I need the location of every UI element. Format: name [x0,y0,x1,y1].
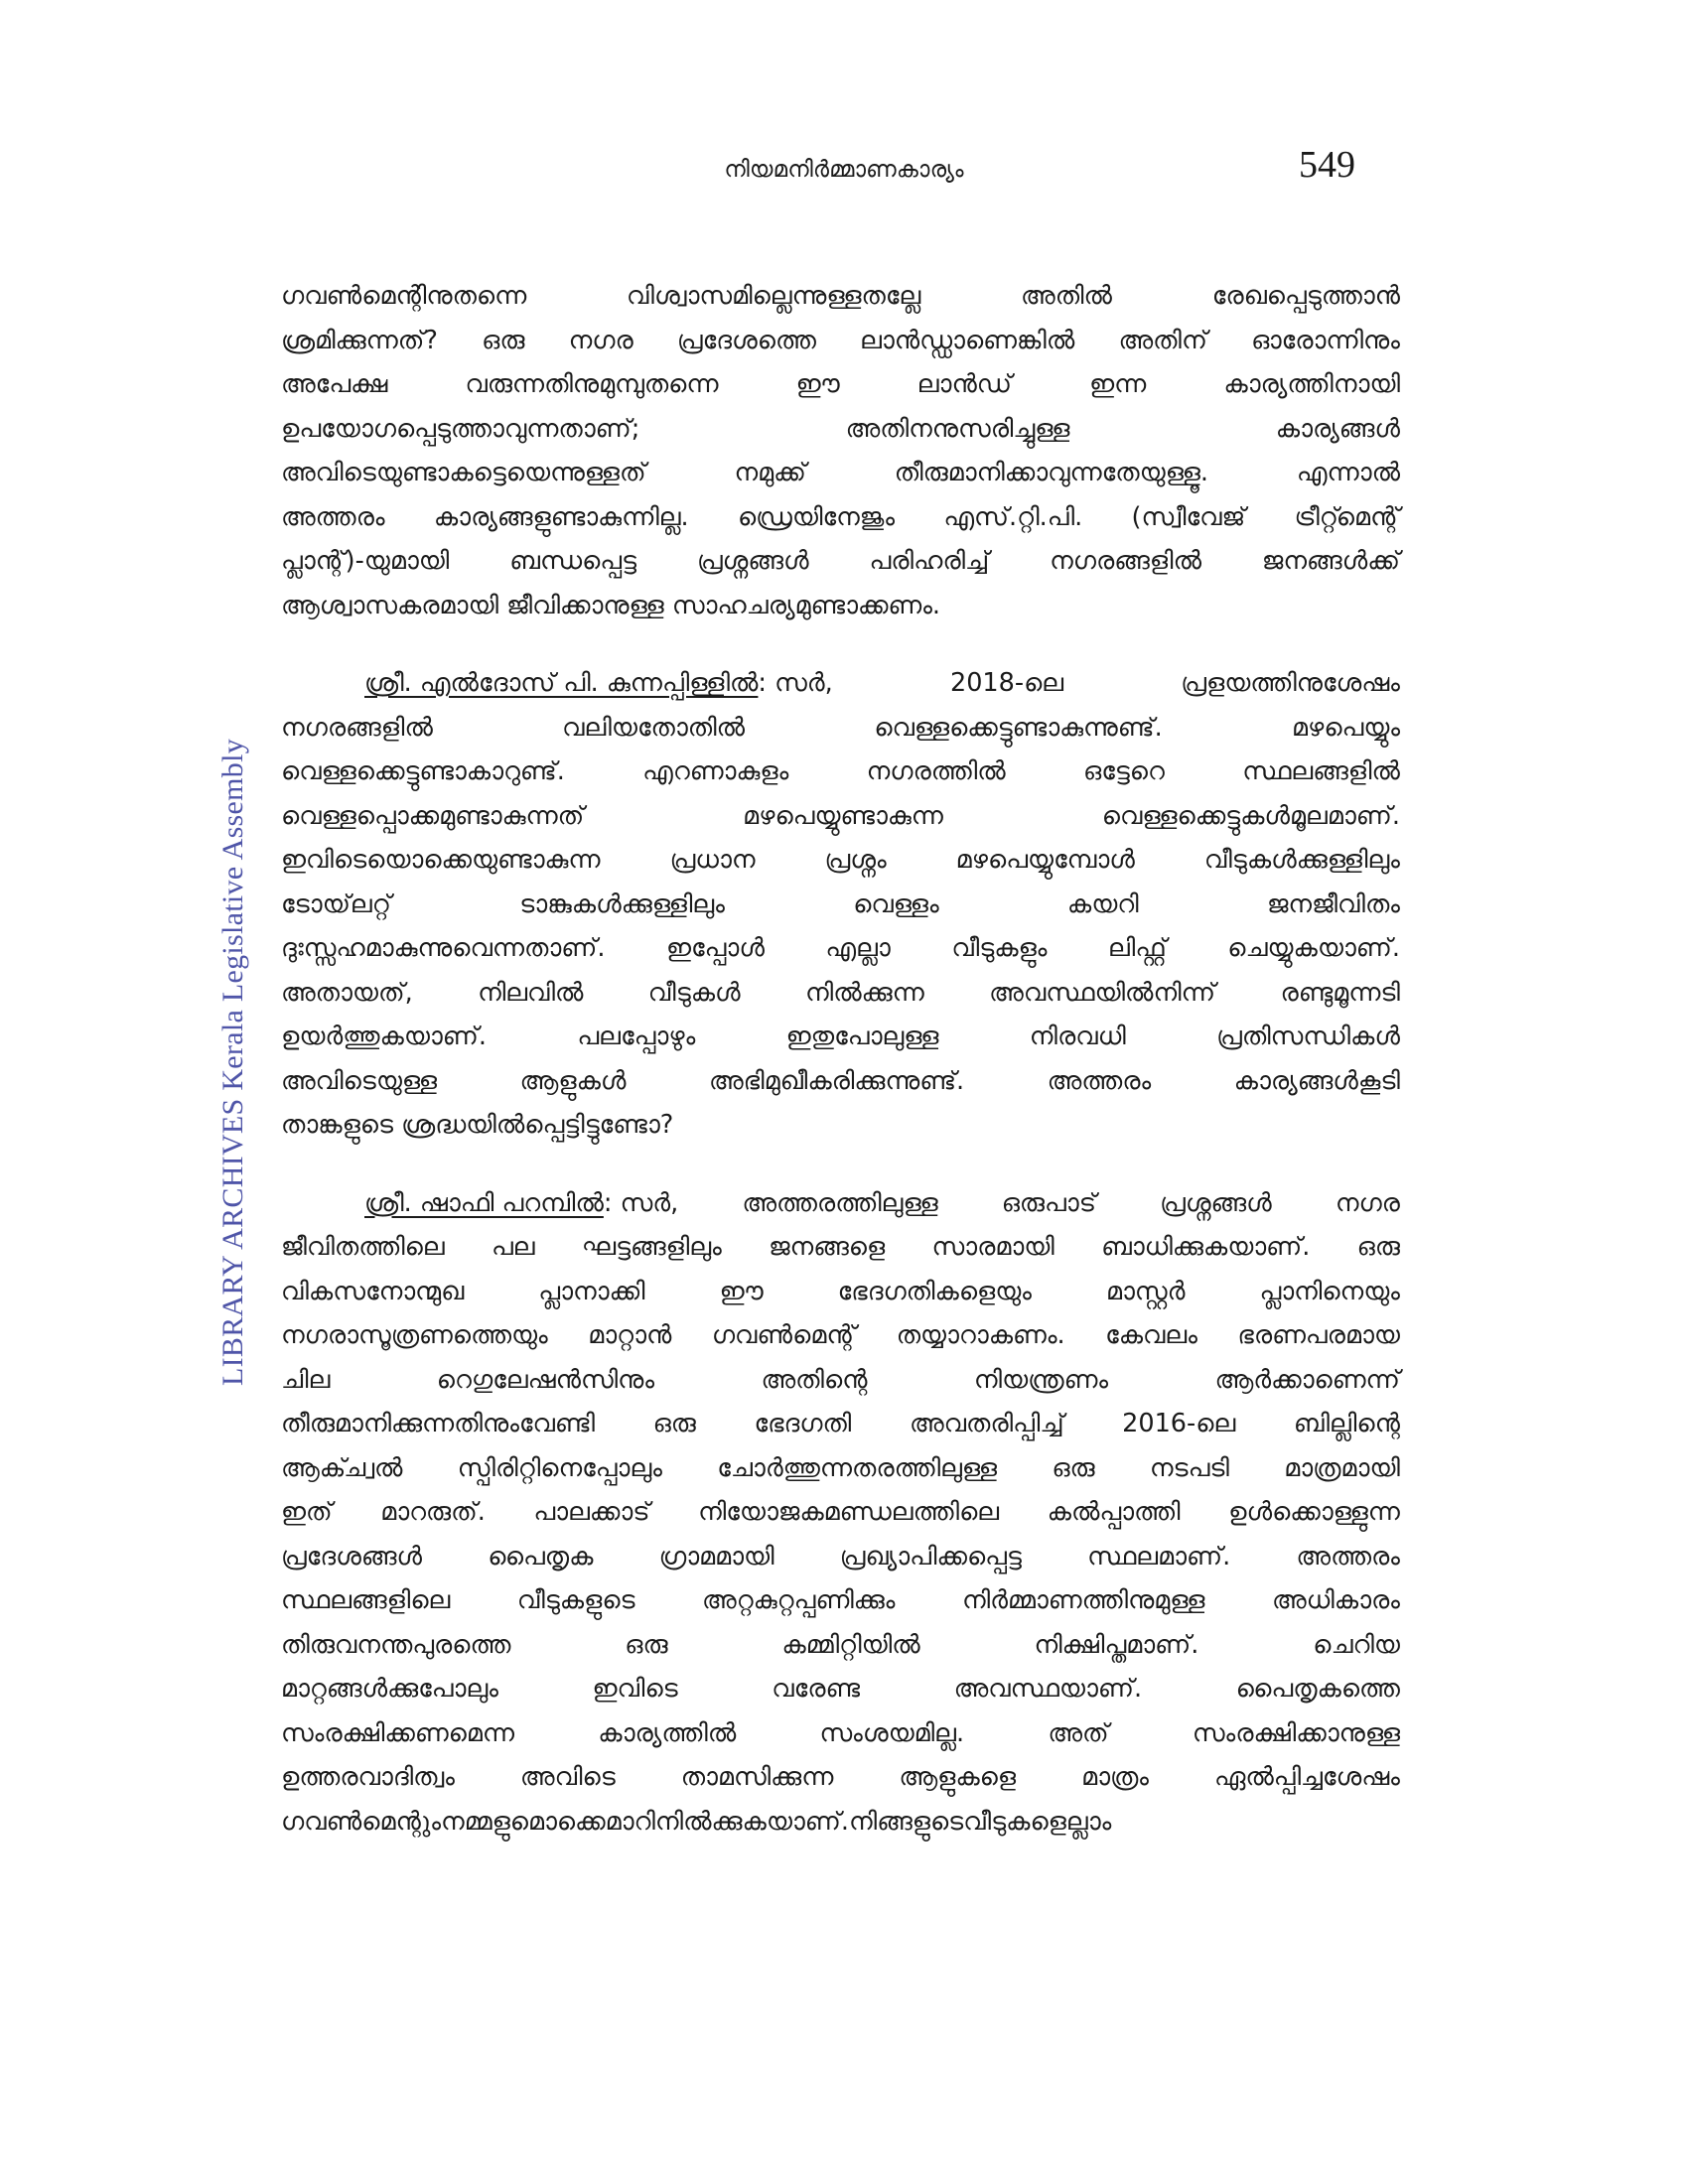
text-line [281,407,1400,452]
word: ആളുകളെ [899,1762,1017,1792]
word: മാറ്റാൻ [588,1320,672,1350]
word: വെള്ളക്കെട്ടുണ്ടാകാറുണ്ട്. [281,756,565,786]
word: ഇവിടെ [592,1674,678,1704]
word: പാലക്കാട് [533,1497,650,1527]
word: റെഗുലേഷൻസിനും [436,1364,655,1395]
word: ഗവൺമെന്റും [281,1806,442,1837]
word: അത്തരം [1047,1065,1152,1096]
word: ആളുകൾ [519,1065,627,1096]
word: ഉയർത്തുകയാണ്. [281,1022,488,1051]
word: അത്തരം [1296,1541,1400,1571]
word: വികസനോന്മുഖ [281,1276,465,1306]
word: ബില്ലിന്റെ [1293,1409,1400,1438]
text-line [281,1711,1400,1756]
text-line [281,539,1400,584]
word: ഗ്രാമമായി [658,1541,774,1571]
word: വെള്ളക്കെട്ടുണ്ടാകുന്നുണ്ട്. [874,712,1163,743]
word: ഒരു [1356,1232,1400,1262]
word: പ്ലാന്റ്)-യുമായി [281,546,450,576]
word: ട്രീറ്റ്മെന്റ് [1294,501,1400,532]
document-body [281,274,1400,1843]
word: മഴപെയ്യുമ്പോൾ [955,845,1135,875]
word: പ്രദേശത്തെ [676,325,816,355]
word: മാത്രം [1081,1762,1149,1792]
word: മഴപെയ്യുണ്ടാകുന്ന [743,800,943,831]
word: അത്തരം [281,501,385,532]
word: നിയന്ത്രണം [973,1364,1109,1395]
text-line [281,1181,1400,1226]
word: അതായത്, [281,977,413,1008]
word: തീരുമാനിക്കുന്നതിനുംവേണ്ടി [281,1409,595,1438]
word: ഏൽപ്പിച്ചശേഷം [1213,1762,1400,1792]
text-line [281,883,1400,927]
word: ഒരു [625,1629,668,1660]
word: ലാൻഡ്ഡാണെങ്കിൽ [860,325,1075,355]
word: സംരക്ഷിക്കണമെന്ന [281,1717,515,1748]
speaker-name: ശ്രീ. ഷാഫി പറമ്പിൽ [364,1187,604,1218]
word: ഒട്ടേറെ [1082,756,1165,786]
word: ഒരു [1052,1452,1095,1483]
text-line [281,1225,1400,1270]
speaker-name: ശ്രീ. എൽദോസ് പി. കുന്നപ്പിള്ളിൽ [364,668,759,698]
word: നിക്ഷിപ്തമാണ്. [1034,1629,1199,1660]
text-line [281,1490,1400,1535]
word: നഗര [568,325,633,355]
text-line [281,584,1400,628]
word: നഗരങ്ങളിൽ [281,712,433,743]
word: മാറരുത്. [380,1497,486,1527]
word: അവിടെയുണ്ടാകട്ടെയെന്നുള്ളത് [281,458,646,487]
word: എല്ലാ [825,933,891,963]
word: ജീവിതത്തിലെ [281,1232,445,1262]
word: ചെയ്യുകയാണ്. [1227,933,1400,963]
word: തയ്യാറാകണം. [896,1320,1065,1350]
word: 2018-ലെ [949,668,1064,698]
word: അത് [1048,1717,1109,1748]
word: ടോയ്‌ലറ്റ് [281,888,392,919]
text-line [281,1535,1400,1579]
word: അത്തരത്തിലുള്ള [742,1187,938,1218]
word: കൽപ്പാത്തി [1047,1497,1181,1527]
word: വീടുകളും [951,933,1048,963]
word: കയറി [1066,888,1139,919]
word: ബന്ധപ്പെട്ട [509,546,637,576]
word: അവിടെയുള്ള [281,1065,438,1096]
word: പല [491,1232,535,1262]
word: പൈതൃക [488,1541,594,1571]
word: വീടുകളുടെ [516,1585,635,1615]
word: ആശ്വാസകരമായി ജീവിക്കാനുള്ള സാഹചര്യമുണ്ടാക്കണം. [281,590,941,620]
word: പ്ലാനാക്കി [538,1276,645,1306]
word: സ്ഥലങ്ങളിലെ [281,1585,451,1615]
text-line [281,926,1400,971]
word: പൈതൃകത്തെ [1235,1674,1400,1704]
word: അധികാരം [1271,1585,1400,1615]
word: പലപ്പോഴും [577,1022,696,1051]
word: ഗവൺമെന്റിനുതന്നെ [281,281,527,311]
word: ബാധിക്കുകയാണ്. [1101,1232,1311,1262]
text-line [281,451,1400,495]
word: താങ്കളുടെ ശ്രദ്ധയിൽപ്പെട്ടിട്ടുണ്ടോ? [281,1110,674,1140]
word: അപേക്ഷ [281,369,388,399]
word: നിലവിൽ [478,977,584,1008]
word: സംരക്ഷിക്കാനുള്ള [1192,1717,1400,1748]
word: രേഖപ്പെടുത്താൻ [1211,281,1400,311]
text-line [281,971,1400,1016]
text-line [281,362,1400,407]
word: നിൽക്കുന്ന [805,977,924,1008]
text-line [281,1103,1400,1148]
text-line [281,1446,1400,1491]
word: ഡ്രെയിനേജും [737,501,896,532]
word: നിർമ്മാണത്തിനുമുള്ള [962,1585,1205,1615]
word: തീരുമാനിക്കാവുന്നതേയുള്ളൂ. [894,458,1208,487]
word: വീടുകൾക്കുള്ളിലും [1203,845,1400,875]
word: നഗരാസൂത്രണത്തെയും [281,1320,548,1350]
word: (സ്വീവേജ് [1131,501,1246,532]
word: മാറ്റങ്ങൾക്കുപോലും [281,1674,498,1704]
speaker-lead [281,1181,678,1226]
word: ലാൻഡ് [916,369,1013,399]
word: വെള്ളം [853,888,939,919]
word: പ്രതിസന്ധികൾ [1216,1022,1400,1051]
word: താമസിക്കുന്ന [680,1762,834,1792]
word: ലിഫ്റ്റ് [1107,933,1167,963]
word: അറ്റകുറ്റപ്പണിക്കും [702,1585,896,1615]
word: : സർ, [758,668,833,698]
word: മാറി [605,1806,655,1837]
text-line [281,706,1400,751]
word: നമ്മളുമൊക്കെ [441,1806,606,1837]
word: ഘട്ടങ്ങളിലും [581,1232,722,1262]
word: ഉൾക്കൊള്ളുന്ന [1228,1497,1400,1527]
word: ഒരു [652,1409,696,1438]
word: സ്ഥലമാണ്. [1087,1541,1231,1571]
word: നിയോജകമണ്ഡലത്തിലെ [698,1497,1000,1527]
text-line [281,1755,1400,1800]
word: കാര്യങ്ങൾ [1275,413,1400,444]
word: എറണാകുളം [642,756,789,786]
word: കാര്യങ്ങളുണ്ടാകുന്നില്ല. [433,501,689,532]
word: സാരമായി [931,1232,1055,1262]
word: 2016-ലെ [1122,1409,1236,1438]
word: നിൽക്കുകയാണ്. [654,1806,850,1837]
word: ഒരുപാട് [1001,1187,1097,1218]
text-line [281,1015,1400,1059]
word: നഗര [1335,1187,1400,1218]
word: എന്നാൽ [1296,458,1400,487]
text-line [281,319,1400,363]
text-line [281,1578,1400,1623]
word: മഴപെയ്യും [1291,712,1400,743]
word: ഭേദഗതികളെയും [837,1276,1032,1306]
text-line [281,1059,1400,1104]
word: അതിന്റെ [761,1364,868,1395]
word: ഭരണപരമായ [1237,1320,1400,1350]
word: ദുഃസ്സഹമാകുന്നുവെന്നതാണ്. [281,933,606,963]
word: ചില [281,1364,331,1395]
word: പ്രഖ്യാപിക്കപ്പെട്ട [839,1541,1022,1571]
word: എസ്.റ്റി.പി. [943,501,1083,532]
word: വലിയതോതിൽ [562,712,746,743]
word: അതിന് [1118,325,1207,355]
word: കേവലം [1105,1320,1197,1350]
word: ഗവൺമെന്റ് [711,1320,857,1350]
word: ഈ [795,369,840,399]
word: പ്രധാന [669,845,756,875]
text-line [281,274,1400,319]
word: അവതരിപ്പിച്ച് [909,1409,1064,1438]
word: കാര്യത്തിൽ [598,1717,737,1748]
word: പ്ലാനിനെയും [1259,1276,1400,1306]
word: ടാങ്കുകൾക്കുള്ളിലും [519,888,725,919]
word: കാര്യങ്ങൾകൂടി [1233,1065,1400,1096]
word: രണ്ടുമൂന്നടി [1280,977,1400,1008]
speaker-lead [281,661,833,706]
word: ആർക്കാണെന്ന് [1214,1364,1400,1395]
word: അവിടെ [519,1762,616,1792]
word: തിരുവനന്തപുരത്തെ [281,1629,511,1660]
running-header-title: നിയമനിർമ്മാണകാര്യം [724,157,964,183]
text-line [281,750,1400,794]
text-line [281,1358,1400,1403]
side-watermark-text: LIBRARY ARCHIVES Kerala Legislative Assembly [216,738,249,1387]
word: ഈ [719,1276,764,1306]
word: ഉത്തരവാദിത്വം [281,1762,455,1792]
text-line [281,838,1400,883]
word: പരിഹരിച്ച് [869,546,990,576]
word: നടപടി [1149,1452,1229,1483]
word: ഒരു [482,325,525,355]
word: വീടുകളെല്ലാം [963,1806,1112,1837]
word: ഇതുപോലുള്ള [785,1022,939,1051]
word: അതിൽ [1021,281,1112,311]
paragraph [281,1181,1400,1844]
text-line [281,1402,1400,1446]
word: : സർ, [603,1187,679,1218]
word: ജനജീവിതം [1266,888,1400,919]
text-line [281,794,1400,839]
word: പ്രശ്നങ്ങൾ [696,546,809,576]
word: പ്രശ്നം [824,845,887,875]
word: ഇന്ന [1089,369,1147,399]
word: അതിനനുസരിച്ചുള്ള [845,413,1070,444]
word: അവസ്ഥയിൽനിന്ന് [989,977,1216,1008]
word: നിങ്ങളുടെ [849,1806,964,1837]
word: സംശയമില്ല. [819,1717,965,1748]
word: സ്പിരിറ്റിനെപ്പോലും [457,1452,662,1483]
word: ജനങ്ങളെ [769,1232,886,1262]
word: വരുന്നതിനുമുമ്പുതന്നെ [465,369,719,399]
word: ഭേദഗതി [754,1409,852,1438]
text-line [281,495,1400,540]
word: ശ്രമിക്കുന്നത്? [281,325,438,355]
word: നിരവധി [1029,1022,1126,1051]
word: കാര്യത്തിനായി [1223,369,1400,399]
word: വരേണ്ട [772,1674,861,1704]
word: ആക്ച്വൽ [281,1452,403,1483]
paragraph [281,274,1400,627]
word: വെള്ളപ്പൊക്കമുണ്ടാകുന്നത് [281,800,585,831]
word: ജനങ്ങൾക്ക് [1261,546,1400,576]
word: ചെറിയ [1313,1629,1400,1660]
text-line [281,1313,1400,1358]
word: കമ്മിറ്റിയിൽ [781,1629,920,1660]
text-line [281,1800,1400,1844]
word: നമുക്ക് [734,458,806,487]
word: ഇപ്പോൾ [665,933,765,963]
paragraph [281,661,1400,1148]
word: ഉപയോഗപ്പെടുത്താവുന്നതാണ്; [281,413,640,444]
word: വെള്ളക്കെട്ടുകൾമൂലമാണ്. [1101,800,1400,831]
word: ഓരോന്നിനും [1251,325,1400,355]
word: അവസ്ഥയാണ്. [953,1674,1143,1704]
word: നഗരത്തിൽ [866,756,1006,786]
word: വിശ്വാസമില്ലെന്നുള്ളതല്ലേ [627,281,921,311]
word: ഇത് [281,1497,333,1527]
word: ഇവിടെയൊക്കെയുണ്ടാകുന്ന [281,845,601,875]
word: മാത്രമായി [1284,1452,1400,1483]
word: പ്രളയത്തിനുശേഷം [1181,668,1400,698]
text-line [281,1667,1400,1711]
word: മാസ്റ്റർ [1106,1276,1186,1306]
page-number: 549 [1299,144,1355,186]
word: അഭിമുഖീകരിക്കുന്നുണ്ട്. [708,1065,965,1096]
word: പ്രദേശങ്ങൾ [281,1541,423,1571]
word: നഗരങ്ങളിൽ [1050,546,1201,576]
word: വീടുകൾ [647,977,741,1008]
word: ചോർത്തുന്നതരത്തിലുള്ള [717,1452,998,1483]
text-line [281,661,1400,706]
word: സ്ഥലങ്ങളിൽ [1242,756,1400,786]
word: പ്രശ്നങ്ങൾ [1160,1187,1272,1218]
text-line [281,1270,1400,1314]
text-line [281,1623,1400,1668]
